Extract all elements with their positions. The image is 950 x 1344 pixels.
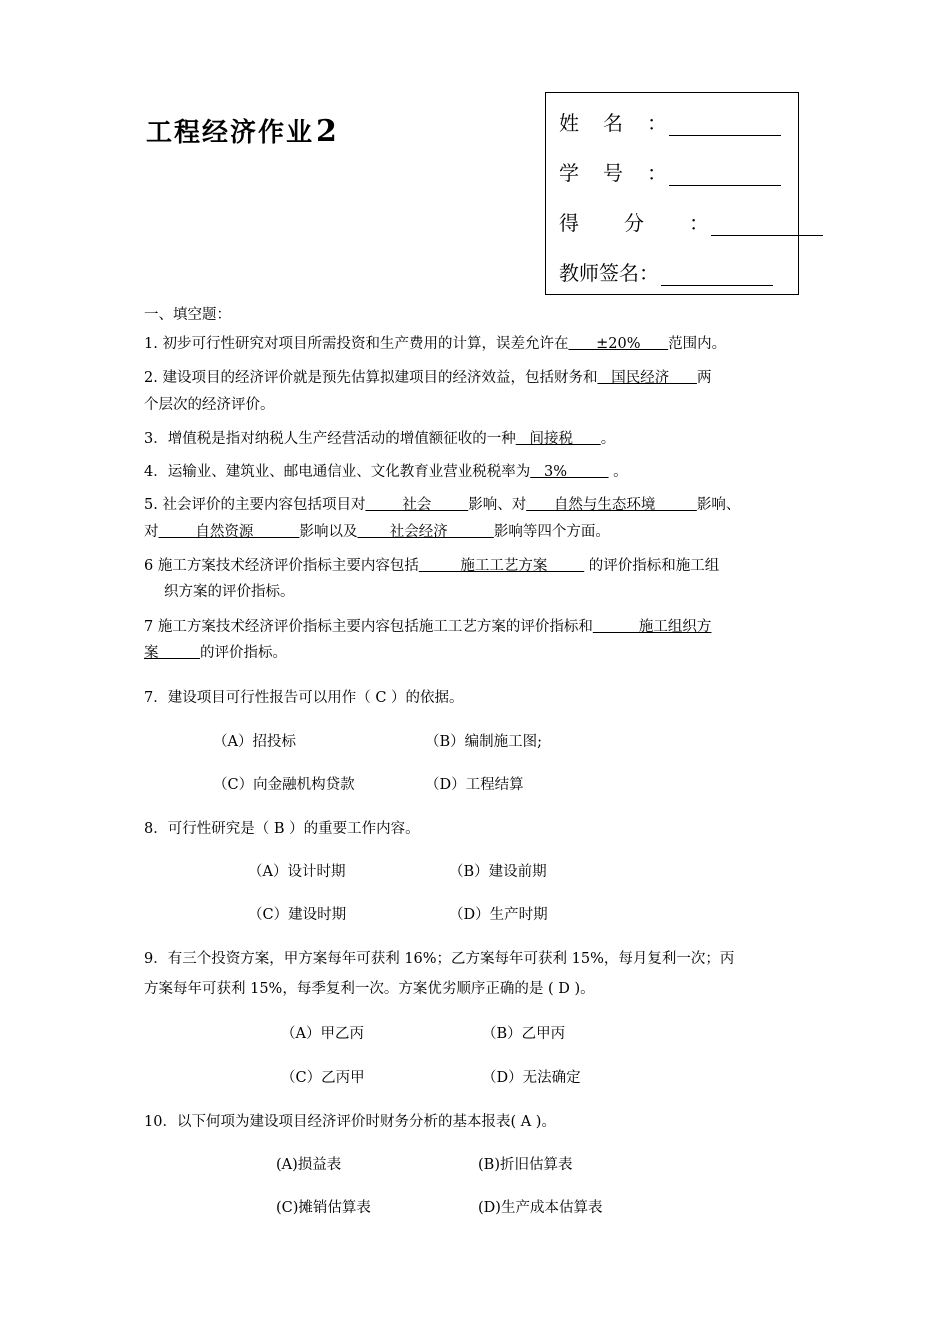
id-label: 学号： <box>559 161 691 185</box>
q3-text: 3．增值税是指对纳税人生产经营活动的增值额征收的一种 <box>144 431 516 447</box>
teacher-field[interactable] <box>661 267 773 286</box>
fill-question-6-line2: 织方案的评价指标。 <box>164 584 295 600</box>
choice-question-9: 9．有三个投资方案，甲方案每年可获利 16%；乙方案每年可获利 15%，每月复利一次；丙 <box>144 951 735 967</box>
q5-text-end: 影响等四个方面。 <box>493 524 610 540</box>
q8-option-b: （B）建设前期 <box>449 864 547 880</box>
score-label: 得分： <box>559 211 754 235</box>
q9-option-a: （A）甲乙丙 <box>281 1026 364 1042</box>
q4-answer: 3% <box>530 464 609 480</box>
fill-question-1 <box>144 332 726 353</box>
q5-answer-2: 自然与生态环境 <box>526 497 697 513</box>
q2-answer: 国民经济 <box>597 370 697 386</box>
q7-text-end: 的评价指标。 <box>199 645 287 661</box>
q8-option-d: （D）生产时期 <box>449 907 548 923</box>
q5-text-mid1: 影响、对 <box>468 497 527 513</box>
q7-option-a: （A）招投标 <box>213 734 296 750</box>
name-label: 姓名： <box>559 111 691 135</box>
q10-option-b: (B)折旧估算表 <box>478 1157 573 1173</box>
q1-answer: ±20% <box>568 336 669 352</box>
q9-option-c: （C）乙丙甲 <box>281 1070 365 1086</box>
fill-question-7-line2 <box>144 641 287 662</box>
id-row <box>559 157 781 186</box>
q3-answer: 间接税 <box>515 431 601 447</box>
id-field[interactable] <box>669 167 781 186</box>
choice-question-8: 8．可行性研究是（ B ）的重要工作内容。 <box>144 821 420 837</box>
q7-option-b: （B）编制施工图; <box>425 734 543 750</box>
q5-text-mid2: 影响、 <box>696 497 741 513</box>
q4-text-end: 。 <box>608 464 628 480</box>
fill-question-5-line2 <box>144 520 610 541</box>
fill-question-3 <box>144 427 615 448</box>
q3-text-end: 。 <box>600 431 616 447</box>
score-row <box>559 207 823 236</box>
q10-option-a: (A)损益表 <box>276 1157 342 1173</box>
score-field[interactable] <box>711 217 823 236</box>
q2-text-end: 两 <box>696 370 712 386</box>
q5-text-mid3: 影响以及 <box>299 524 358 540</box>
q10-option-c: (C)摊销估算表 <box>276 1200 371 1216</box>
name-field[interactable] <box>669 117 781 136</box>
q9-option-d: （D）无法确定 <box>482 1070 581 1086</box>
page-title <box>146 112 339 149</box>
q5-answer-3: 自然资源 <box>158 524 300 540</box>
q1-text: 1. 初步可行性研究对项目所需投资和生产费用的计算，误差允许在 <box>144 336 569 352</box>
fill-question-2 <box>144 366 711 387</box>
student-info-box <box>545 92 799 295</box>
q6-text: 6 施工方案技术经济评价指标主要内容包括 <box>144 558 419 574</box>
fill-question-4 <box>144 460 628 481</box>
q5-answer-1: 社会 <box>365 497 469 513</box>
fill-question-6 <box>144 554 719 575</box>
q7-answer-part1: 施工组织方 <box>592 619 712 635</box>
q2-text: 2. 建设项目的经济评价就是预先估算拟建项目的经济效益，包括财务和 <box>144 370 598 386</box>
fill-question-7 <box>144 615 711 636</box>
q5-answer-4: 社会经济 <box>357 524 494 540</box>
q8-option-a: （A）设计时期 <box>248 864 346 880</box>
q5-text-line2: 对 <box>144 524 159 540</box>
q10-option-d: (D)生产成本估算表 <box>478 1200 603 1216</box>
choice-question-7: 7．建设项目可行性报告可以用作（ C ）的依据。 <box>144 690 464 706</box>
q8-option-c: （C）建设时期 <box>248 907 347 923</box>
fill-question-5 <box>144 493 740 514</box>
q4-text: 4．运输业、建筑业、邮电通信业、文化教育业营业税税率为 <box>144 464 531 480</box>
q6-answer: 施工工艺方案 <box>418 558 585 574</box>
title-number: 2 <box>316 114 339 149</box>
q7-answer-part2: 案 <box>144 645 200 661</box>
choice-question-10: 10．以下何项为建设项目经济评价时财务分析的基本报表( A )。 <box>144 1114 556 1130</box>
q5-text: 5. 社会评价的主要内容包括项目对 <box>144 497 366 513</box>
choice-question-9-line2: 方案每年可获利 15%，每季复利一次。方案优劣顺序正确的是 ( D )。 <box>144 981 595 997</box>
q6-text-end: 的评价指标和施工组 <box>584 558 720 574</box>
section-heading: 一、填空题： <box>144 307 231 323</box>
q7-text: 7 施工方案技术经济评价指标主要内容包括施工工艺方案的评价指标和 <box>144 619 593 635</box>
q1-text-end: 范围内。 <box>668 336 727 352</box>
q7-option-c: （C）向金融机构贷款 <box>213 777 355 793</box>
q9-option-b: （B）乙甲丙 <box>482 1026 566 1042</box>
q7-option-d: （D）工程结算 <box>425 777 524 793</box>
fill-question-2-line2: 个层次的经济评价。 <box>144 397 275 413</box>
title-text: 工程经济作业 <box>146 118 315 148</box>
teacher-label: 教师签名： <box>559 261 659 285</box>
name-row <box>559 107 781 136</box>
teacher-row <box>559 257 773 286</box>
